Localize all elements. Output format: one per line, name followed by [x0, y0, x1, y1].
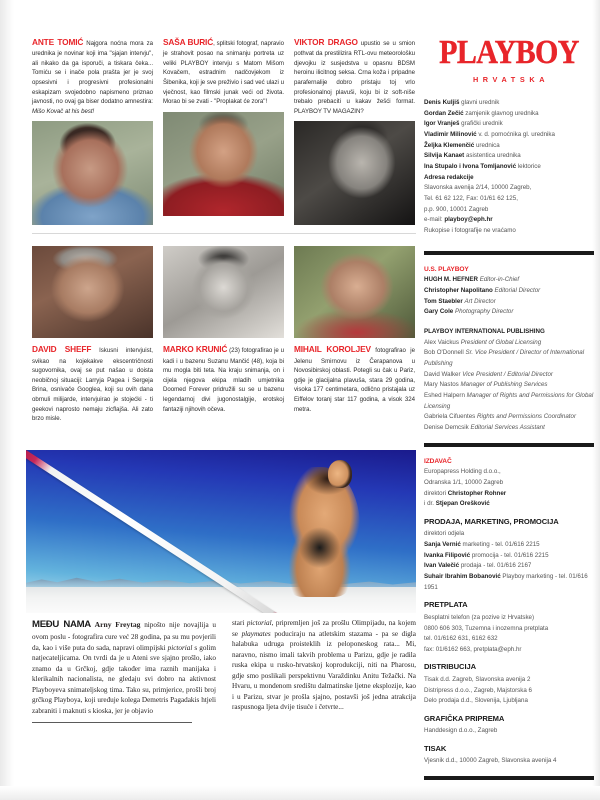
contributors-row-1 [32, 36, 416, 225]
intl-staff-role: Rights and Permissions Coordinator [476, 413, 577, 421]
intl-staff-role: Editorial Services Assistant [470, 423, 545, 431]
contributor-name: MARKO KRUNIĆ [163, 344, 228, 355]
article-byline: Arny Freytag [94, 620, 141, 629]
printing-heading: TISAK [424, 743, 447, 753]
contributor-body: upustio se u smion pothvat da prestilizira RTL-ovu meteorološku djevojku iz susjedstva u opasnu BDSM heroinu ilicitnog seksa. Crna koža i pripadne parafernalije dobro pristaju toj vrlo profesionalnoj plavuši, koju bi iz soft-niše trebalo prebaciti u kakav žešći format. PLAYBOY TV MAGAZIN? [294, 40, 415, 115]
sales-row [424, 561, 594, 572]
email-address[interactable]: playboy@eph.hr [444, 216, 493, 224]
sales-row [424, 572, 594, 593]
staff-role: grafički urednik [461, 120, 503, 128]
contributor-blurb [294, 36, 415, 116]
contributor-body: Najgora noćna mora za urednika je novinar koji ima "sjajan intervju", ali nikako da ga isporuči, a tiskara čeka... Tomiću se i inače pola prašta jer je svoj opsesivni i progresivni profesionalni eskapizam svojedobno napismeno priznao javnosti, no ovaj ga biser dodatno amnestira: [32, 40, 153, 106]
article-rule [32, 722, 192, 723]
address-line: p.p. 900, 10001 Zagreb [424, 205, 489, 213]
contributor-photo [163, 112, 284, 216]
intl-staff-name: Eshed Halpern [424, 391, 465, 399]
divider-bar-bottom [424, 776, 594, 780]
staff-row [424, 119, 594, 130]
staff-name: Gordan Zečić [424, 109, 464, 117]
publisher-block [424, 456, 594, 510]
sales-name: Suhair Ibrahim Bobanović [424, 573, 501, 581]
staff-row [424, 130, 594, 141]
sales-role: promocija - tel. 01/616 2215 [471, 551, 549, 559]
contributor-name: SAŠA BURIĆ [163, 37, 214, 47]
contributor-marko-krunic [163, 241, 284, 423]
publisher-dir-label: direktori [424, 489, 447, 497]
sales-row [424, 540, 594, 551]
subscription-block [424, 598, 594, 655]
distribution-line: Delo prodaja d.d., Slovenija, Ljubljana [424, 697, 528, 705]
article-col2-a: stari [232, 619, 247, 627]
pole-vaulter-photo [26, 450, 416, 613]
publisher-directors-row [424, 489, 594, 500]
manuscripts-disclaimer: Rukopise i fotografije ne vraćamo [424, 226, 516, 234]
intl-staff-name: Denise Demcsik [424, 423, 469, 431]
contributors-section [32, 36, 416, 424]
sales-role: prodaja - tel. 01/616 2167 [460, 562, 532, 570]
intl-staff-row [424, 423, 594, 434]
staff-name: Denis Kuljiš [424, 99, 460, 106]
distribution-line: Distripress d.o.o., Zagreb, Majstorska 6 [424, 686, 532, 694]
printing-block [424, 742, 594, 767]
prepress-block [424, 712, 594, 737]
us-staff-name: HUGH M. HEFNER [424, 276, 478, 284]
subscription-line: 0800 606 303, Tuzemna i inozemna pretplata [424, 624, 549, 632]
contributor-body: , splitski fotograf, napravio je strahovit posao na snimanju portreta uz veliki PLAYBOY intervju s Matom Mišom Kovačem, estradnim nadčovjekom iz Šibenika, koji je sve preživio i sad već ulazi u vječnost, kao filmski junak veći od života. Morao bi se zvati - "Proplakat će zora"! [163, 40, 284, 106]
staff-role: glavni urednik [461, 99, 500, 106]
article-col2-c: poduciraju na atletskim stazama - pa se digla halabuka udruga proisteklih iz peloponeskog rata... Mi, naravno, nismo imali takvih problema u Parizu, gdje je radila ruska ekipa u rusko-hrvatskoj koprodukciji, niti na Pharosu, gdje smo poslikali perspektivnu Varaždinku Anitu Težački. Na Hvaru, u mondenom središtu dalmatinske ljetne eksplozije, kao i u Parizu, stvar je prošla sjajno, postavši još jedna atrakcija raspusnoga ljeta dvije tisuće i četvrte... [232, 629, 416, 712]
us-staff-role: Editorial Director [494, 287, 541, 295]
intl-staff-name: Mary Nastos [424, 381, 459, 389]
staff-role: v. d. pomoćnika gl. urednika [478, 130, 555, 138]
email-row [424, 215, 594, 226]
contributor-name: DAVID SHEFF [32, 344, 92, 355]
publisher-directors-row-2 [424, 499, 594, 510]
divider-bar [424, 251, 594, 255]
contributor-body: Iskusni intervjuist, svikao na kojekakve ekscentričnosti sugovornika, ovaj se put našao u doista neobičnoj situaciji: Larryja Pagea i Sergeja Brina, osnivače Googlea, koji su ovih dana obrnuli milijarde, intervjuirao je stojećki - ti geekovi naprosto nemaju zicflajša. Ali zato brzo misle. [32, 347, 153, 423]
contributor-photo [294, 121, 415, 225]
sales-name: Ivan Valečić [424, 562, 460, 570]
sales-role: marketing - tel. 01/616 2215 [462, 541, 540, 549]
contributor-sasa-buric [163, 36, 284, 225]
article-col1-text-b: s golim natjecateljicama. On tvrdi da je u Ateni sve sjajno prošlo, iako znamo da u Grčkoj, gdje također ima raznih manijaka i klerikalnih nacionalista, ne gledaju svi dobro na aktivnost Playboyeva snimateljskog tima. Tako su, primjerice, prošli broj grčkog Playboya, koji uređuje kolega Demetris Pagadakis htjeli zabraniti i maknuti s kioska, jer je objavio [32, 643, 216, 715]
us-staff-name: Tom Staebler [424, 297, 463, 305]
contributor-viktor-drago [294, 36, 415, 225]
salt-flat-ground [26, 587, 416, 613]
divider-bar [424, 443, 594, 447]
distribution-block [424, 660, 594, 706]
address-line: Slavonska avenija 2/14, 10000 Zagreb, [424, 184, 532, 192]
sales-role: Playboy marketing - tel. 01/616 1951 [424, 573, 588, 591]
publisher-dir-1: Christopher Rohner [447, 489, 507, 497]
article-col1-em: pictorial [167, 643, 193, 652]
us-staff-role: Art Director [464, 297, 496, 305]
email-label: e-mail: [424, 216, 443, 224]
staff-row [424, 141, 594, 152]
article-col1-text: nipošto nije novajlija u ovom poslu - fotografira cure već 28 godina, pa su mu povjerili da, kao i više puta do sada, napravi olimpijski [32, 621, 217, 652]
staff-row [424, 109, 594, 120]
international-publishing-block [424, 327, 594, 434]
us-staff-row [424, 307, 594, 318]
page-edge-bottom [0, 786, 600, 800]
editorial-staff-list [424, 98, 594, 237]
contributor-blurb [32, 343, 153, 423]
contributor-blurb [294, 343, 415, 414]
us-playboy-heading: U.S. PLAYBOY [424, 265, 469, 273]
article-column-1 [32, 618, 216, 723]
sales-row [424, 551, 594, 562]
subscription-line: fax: 01/6162 663, pretplata@eph.hr [424, 645, 522, 653]
staff-row [424, 162, 594, 173]
publisher-dir-2: Stjepan Orešković [435, 500, 490, 508]
contributor-body: fotografirao je Jelenu Smirnovu iz Čerapanova u Novosibirskoj oblasti. Potegli su čak u Pariz, gdje je glacijalna plavuša, stara 29 godina, visoka 177 centimetara, odlično pristajala uz Eiffelov toranj star 117 godina, a visok 324 metra. [294, 347, 415, 413]
contributor-mihail-koroljev [294, 241, 415, 423]
subscription-heading: PRETPLATA [424, 600, 468, 610]
staff-role: zamjenik glavnog urednika [465, 109, 539, 117]
staff-row [424, 151, 594, 162]
us-staff-role: Photography Director [454, 308, 514, 316]
distribution-heading: DISTRIBUCIJA [424, 662, 476, 672]
intl-staff-row [424, 370, 594, 381]
article-col2-b: , pripremljen još za prošlu Olimpijadu, na kojem se [232, 619, 416, 638]
contributor-age: (23) [229, 347, 240, 355]
sales-block [424, 515, 594, 593]
intl-staff-role: Manager of Rights and Permissions for Global Licensing [424, 391, 594, 410]
intl-staff-name: Gabriela Cifuentes [424, 413, 476, 421]
sales-name: Ivanka Filipović [424, 551, 471, 559]
contributors-row-2 [32, 241, 416, 423]
athlete-head [328, 460, 352, 488]
article-col2-em2: playmates [241, 629, 271, 638]
intl-staff-row [424, 380, 594, 391]
intl-staff-name: Bob O'Donnell [424, 349, 464, 357]
intl-staff-name: Alex Vaickus [424, 338, 459, 346]
contributor-photo [32, 121, 153, 225]
contributor-name: ANTE TOMIĆ [32, 37, 84, 47]
staff-role: asistentica urednika [465, 152, 521, 160]
publisher-line: Europapress Holding d.o.o., [424, 468, 501, 476]
contributor-photo [294, 246, 415, 338]
playboy-logo: PLAYBOY [439, 33, 579, 71]
staff-name: Igor Vranješ [424, 120, 460, 128]
playboy-logo-subtitle: HRVATSKA [472, 75, 550, 84]
contributor-david-sheff [32, 241, 153, 423]
intl-staff-row [424, 348, 594, 369]
contributor-photo [163, 246, 284, 338]
us-staff-row [424, 297, 594, 308]
page-edge-left [0, 0, 14, 800]
contributor-blurb [163, 36, 284, 107]
contributor-blurb [32, 36, 153, 116]
address-line: Tel. 61 62 122, Fax: 01/61 62 125, [424, 194, 518, 202]
contributor-ante-tomic [32, 36, 153, 225]
publisher-line: Odranska 1/1, 10000 Zagreb [424, 479, 504, 487]
intl-staff-row [424, 391, 594, 412]
intl-staff-row [424, 338, 594, 349]
staff-role: lektorice [517, 162, 541, 170]
us-playboy-block [424, 264, 594, 318]
article-kicker: MEĐU NAMA [32, 619, 91, 630]
article-col2-em1: pictorial [246, 619, 272, 627]
spacer [424, 318, 594, 327]
prepress-heading: GRAFIČKA PRIPREMA [424, 713, 505, 723]
us-staff-row [424, 286, 594, 297]
staff-name: Silvija Kanaet [424, 152, 465, 160]
intl-staff-name: David Walker [424, 370, 461, 378]
masthead-column [424, 33, 594, 789]
intl-staff-role: President of Global Licensing [460, 338, 542, 346]
contributor-photo [32, 246, 153, 338]
us-staff-role: Editor-in-Chief [479, 276, 520, 284]
us-staff-row [424, 275, 594, 286]
staff-name: Željka Klemenčić [424, 141, 475, 149]
publisher-heading: IZDAVAČ [424, 457, 452, 465]
us-staff-name: Gary Cole [424, 308, 454, 316]
intl-heading: PLAYBOY INTERNATIONAL PUBLISHING [424, 328, 545, 336]
contributor-blurb [163, 343, 284, 414]
subscription-line: Besplatni telefon (za pozive iz Hrvatske) [424, 613, 535, 621]
staff-name: Vladimir Milinović [424, 130, 477, 138]
us-staff-name: Christopher Napolitano [424, 287, 493, 295]
staff-role: urednica [475, 141, 500, 149]
publisher-dir-prefix: i dr. [424, 500, 434, 508]
intl-staff-row [424, 412, 594, 423]
subscription-line: tel. 01/6162 631, 6162 632 [424, 635, 498, 643]
medu-nama-article [32, 618, 416, 723]
printing-line: Vjesnik d.d., 10000 Zagreb, Slavonska avenija 4 [424, 757, 557, 765]
contributor-name: VIKTOR DRAGO [294, 37, 358, 47]
prepress-line: Handdesign d.o.o., Zagreb [424, 727, 498, 735]
intl-staff-role: Vice President / Editorial Director [462, 370, 553, 378]
contributor-body: fotografirao je u kadi i u bazenu Suzanu Mančić (48), koja bi mu mogla biti teta. Na kraju snimanja, on i cijela njegova ekipa mladih umjetnika Doomed Forever pridružili su se u bazenu legendarnoj divi jugonostalgije, erotskoj fantaziji njihovih očeva. [163, 347, 284, 413]
staff-name: Ina Stupalo i Ivona Tomljanović [424, 162, 517, 170]
sales-name: Sanja Vernić [424, 541, 461, 549]
sales-subheading: direktori odjela [424, 530, 465, 538]
contributor-body-italic: Mišo Kovač at his best! [32, 107, 95, 115]
sales-heading: PRODAJA, MARKETING, PROMOCIJA [424, 517, 559, 527]
athlete-figure [276, 467, 360, 597]
section-divider [32, 233, 416, 234]
staff-row [424, 98, 594, 109]
distribution-line: Tisak d.d. Zagreb, Slavonska avenija 2 [424, 675, 531, 683]
intl-staff-role: Manager of Publishing Services [460, 381, 548, 389]
intl-staff-role: Sr. Vice President / Director of International Publishing [424, 349, 585, 367]
contributor-name: MIHAIL KOROLJEV [294, 344, 371, 355]
address-heading: Adresa redakcije [424, 173, 474, 181]
article-column-2 [232, 618, 416, 723]
